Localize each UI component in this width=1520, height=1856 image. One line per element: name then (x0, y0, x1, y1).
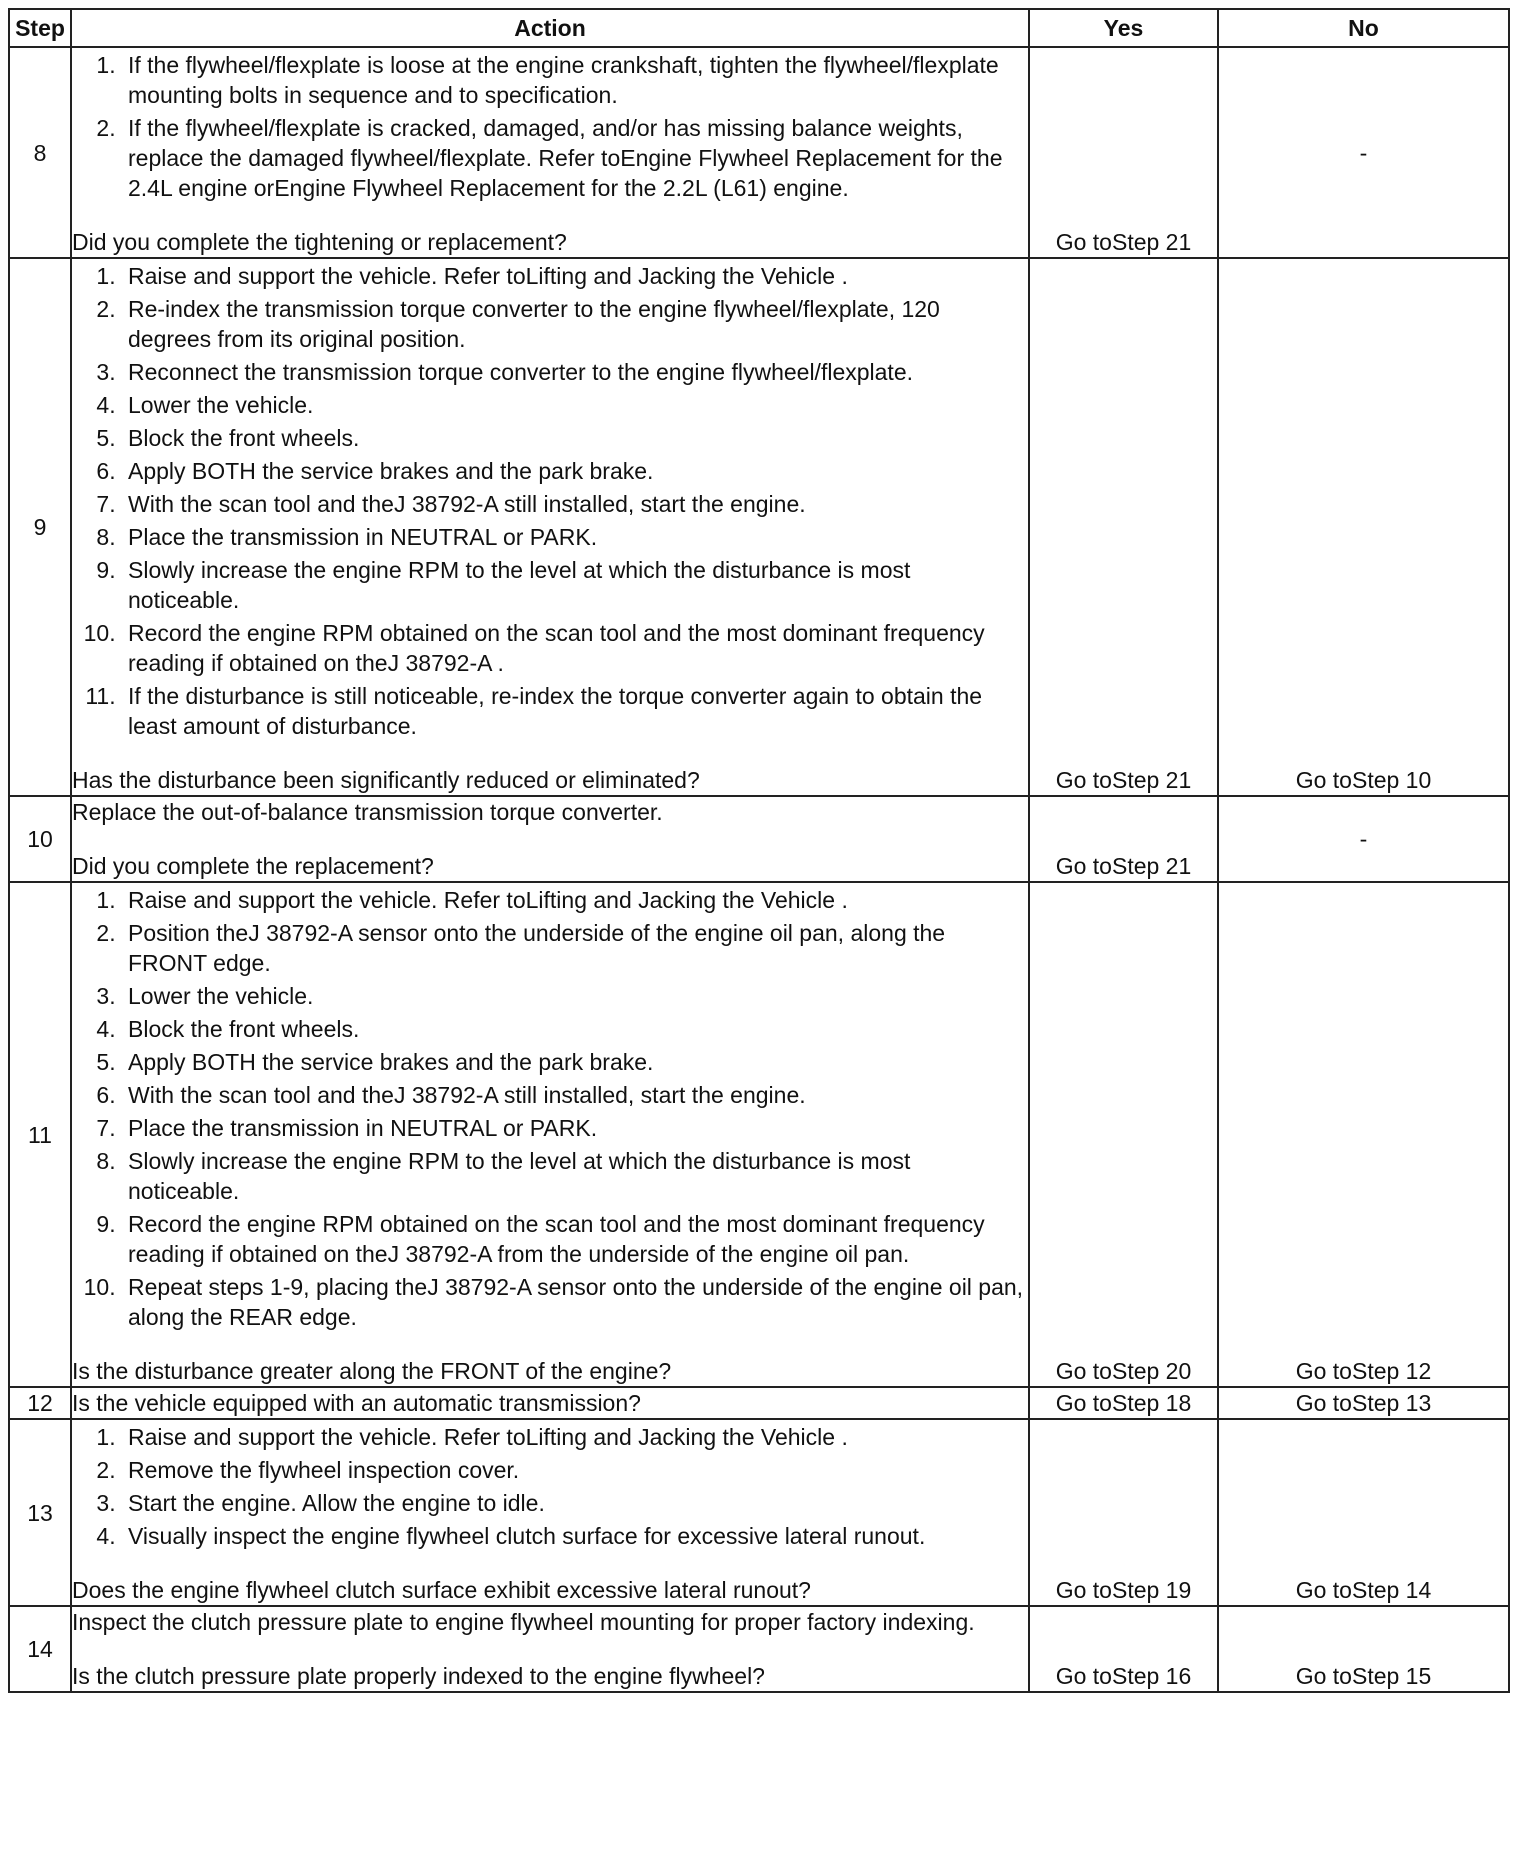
list-item: 7. With the scan tool and theJ 38792-A still installed, start the engine. (122, 489, 1028, 519)
yes-result: Go toStep 21 (1029, 47, 1218, 258)
list-item: 2. Re-index the transmission torque converter to the engine flywheel/flexplate, 120 degrees from its original position. (122, 294, 1028, 354)
action-list (72, 50, 1028, 203)
action-list (72, 885, 1028, 1332)
step-number: 10 (9, 796, 71, 882)
list-item: 1. Raise and support the vehicle. Refer toLifting and Jacking the Vehicle . (122, 261, 1028, 291)
no-result: - (1218, 47, 1509, 258)
diagnostic-table-page (8, 8, 1508, 1693)
list-item: 4. Lower the vehicle. (122, 390, 1028, 420)
yes-result: Go toStep 21 (1029, 258, 1218, 796)
header-action: Action (71, 9, 1029, 47)
list-item: 2. Position theJ 38792-A sensor onto the underside of the engine oil pan, along the FRONT edge. (122, 918, 1028, 978)
step-number: 14 (9, 1606, 71, 1692)
action-cell (71, 258, 1029, 796)
list-item: 3. Lower the vehicle. (122, 981, 1028, 1011)
header-no: No (1218, 9, 1509, 47)
action-list (72, 261, 1028, 741)
list-item: 9. Slowly increase the engine RPM to the level at which the disturbance is most noticeable. (122, 555, 1028, 615)
list-item: 10. Record the engine RPM obtained on the scan tool and the most dominant frequency reading if obtained on theJ 38792-A . (122, 618, 1028, 678)
header-yes: Yes (1029, 9, 1218, 47)
question-text: Does the engine flywheel clutch surface exhibit excessive lateral runout? (72, 1577, 811, 1603)
action-text: Replace the out-of-balance transmission torque converter. (72, 799, 663, 825)
list-item: 2. If the flywheel/flexplate is cracked, damaged, and/or has missing balance weights, replace the damaged flywheel/flexplate. Refer toEngine Flywheel Replacement for the 2.4L engine orEngine Flywheel Replacement for the 2.2L (L61) engine. (122, 113, 1028, 203)
question-text: Did you complete the tightening or replacement? (72, 229, 567, 255)
list-item: 4. Block the front wheels. (122, 1014, 1028, 1044)
step-number: 11 (9, 882, 71, 1387)
question-text: Is the clutch pressure plate properly indexed to the engine flywheel? (72, 1663, 765, 1689)
table-row (9, 1606, 1509, 1692)
list-item: 2. Remove the flywheel inspection cover. (122, 1455, 1028, 1485)
action-cell (71, 1419, 1029, 1606)
list-item: 8. Slowly increase the engine RPM to the level at which the disturbance is most noticeable. (122, 1146, 1028, 1206)
list-item: 5. Block the front wheels. (122, 423, 1028, 453)
step-number: 12 (9, 1387, 71, 1419)
list-item: 3. Start the engine. Allow the engine to idle. (122, 1488, 1028, 1518)
no-result: Go toStep 12 (1218, 882, 1509, 1387)
list-item: 6. With the scan tool and theJ 38792-A still installed, start the engine. (122, 1080, 1028, 1110)
list-item: 11. If the disturbance is still noticeable, re-index the torque converter again to obtain the least amount of disturbance. (122, 681, 1028, 741)
no-result: Go toStep 14 (1218, 1419, 1509, 1606)
yes-result: Go toStep 21 (1029, 796, 1218, 882)
yes-result: Go toStep 18 (1029, 1387, 1218, 1419)
table-row (9, 882, 1509, 1387)
list-item: 1. Raise and support the vehicle. Refer toLifting and Jacking the Vehicle . (122, 1422, 1028, 1452)
list-item: 5. Apply BOTH the service brakes and the park brake. (122, 1047, 1028, 1077)
no-result: Go toStep 13 (1218, 1387, 1509, 1419)
action-cell (71, 1606, 1029, 1692)
yes-result: Go toStep 19 (1029, 1419, 1218, 1606)
question-text: Is the vehicle equipped with an automatic transmission? (72, 1390, 641, 1416)
question-text: Has the disturbance been significantly reduced or eliminated? (72, 767, 700, 793)
yes-result: Go toStep 16 (1029, 1606, 1218, 1692)
action-list (72, 1422, 1028, 1551)
table-row (9, 1387, 1509, 1419)
no-result: Go toStep 10 (1218, 258, 1509, 796)
table-row (9, 1419, 1509, 1606)
step-number: 8 (9, 47, 71, 258)
action-cell (71, 47, 1029, 258)
action-cell (71, 882, 1029, 1387)
list-item: 1. Raise and support the vehicle. Refer toLifting and Jacking the Vehicle . (122, 885, 1028, 915)
diagnostic-table (8, 8, 1510, 1693)
list-item: 9. Record the engine RPM obtained on the scan tool and the most dominant frequency reading if obtained on theJ 38792-A from the underside of the engine oil pan. (122, 1209, 1028, 1269)
table-header-row (9, 9, 1509, 47)
no-result: - (1218, 796, 1509, 882)
action-cell (71, 796, 1029, 882)
step-number: 9 (9, 258, 71, 796)
table-row (9, 796, 1509, 882)
step-number: 13 (9, 1419, 71, 1606)
table-row (9, 258, 1509, 796)
question-text: Is the disturbance greater along the FRONT of the engine? (72, 1358, 672, 1384)
list-item: 8. Place the transmission in NEUTRAL or PARK. (122, 522, 1028, 552)
action-cell (71, 1387, 1029, 1419)
list-item: 6. Apply BOTH the service brakes and the park brake. (122, 456, 1028, 486)
action-text: Inspect the clutch pressure plate to engine flywheel mounting for proper factory indexing. (72, 1609, 975, 1635)
no-result: Go toStep 15 (1218, 1606, 1509, 1692)
list-item: 10. Repeat steps 1-9, placing theJ 38792-A sensor onto the underside of the engine oil pan, along the REAR edge. (122, 1272, 1028, 1332)
table-row (9, 47, 1509, 258)
question-text: Did you complete the replacement? (72, 853, 434, 879)
header-step: Step (9, 9, 71, 47)
list-item: 1. If the flywheel/flexplate is loose at the engine crankshaft, tighten the flywheel/flexplate mounting bolts in sequence and to specification. (122, 50, 1028, 110)
list-item: 7. Place the transmission in NEUTRAL or PARK. (122, 1113, 1028, 1143)
list-item: 4. Visually inspect the engine flywheel clutch surface for excessive lateral runout. (122, 1521, 1028, 1551)
yes-result: Go toStep 20 (1029, 882, 1218, 1387)
list-item: 3. Reconnect the transmission torque converter to the engine flywheel/flexplate. (122, 357, 1028, 387)
